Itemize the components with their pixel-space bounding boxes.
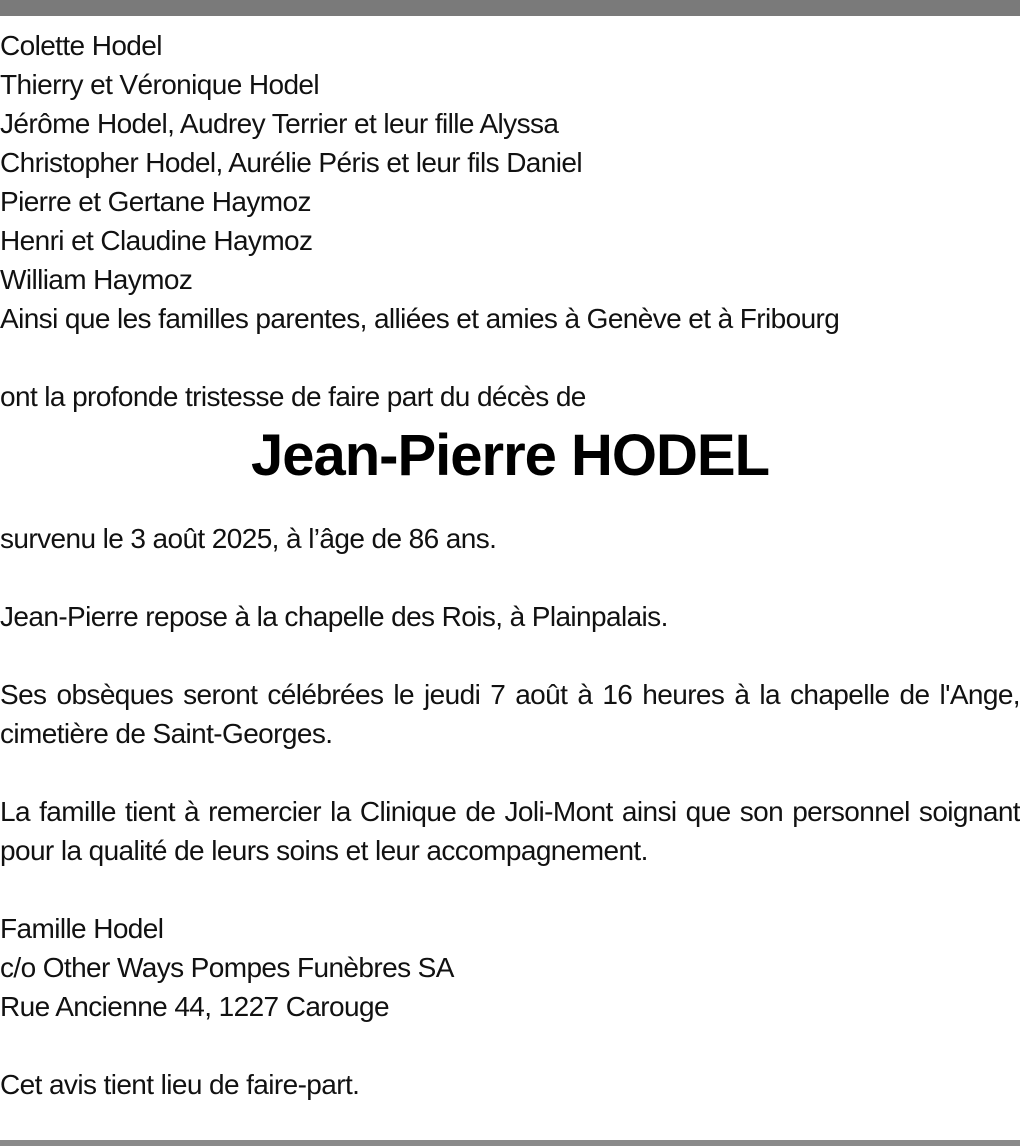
family-member: Christopher Hodel, Aurélie Péris et leur fils Daniel xyxy=(0,147,582,178)
death-info: survenu le 3 août 2025, à l’âge de 86 ans. xyxy=(0,523,497,554)
contact-address: Rue Ancienne 44, 1227 Carouge xyxy=(0,991,389,1022)
family-member: Henri et Claudine Haymoz xyxy=(0,225,313,256)
family-extended: Ainsi que les familles parentes, alliées et amies à Genève et à Fribourg xyxy=(0,303,840,334)
announcement-text: ont la profonde tristesse de faire part du décès de xyxy=(0,381,586,412)
deceased-name: Jean-Pierre HODEL xyxy=(250,423,770,488)
family-member: Pierre et Gertane Haymoz xyxy=(0,186,311,217)
family-member: Jérôme Hodel, Audrey Terrier et leur fille Alyssa xyxy=(0,108,559,139)
rest-place: Jean-Pierre repose à la chapelle des Rois, à Plainpalais. xyxy=(0,601,668,632)
closing-text: Cet avis tient lieu de faire-part. xyxy=(0,1069,360,1100)
funeral-info: Ses obsèques seront célébrées le jeudi 7 août à 16 heures à la chapelle de l'Ange, cimetière de Saint-Georges. xyxy=(0,679,1020,749)
family-member: Thierry et Véronique Hodel xyxy=(0,69,320,100)
thanks-text: La famille tient à remercier la Clinique de Joli-Mont ainsi que son personnel soignant pour la qualité de leurs soins et leur accompagnement. xyxy=(0,796,1020,866)
contact-company: c/o Other Ways Pompes Funèbres SA xyxy=(0,952,454,983)
family-list xyxy=(0,26,1020,338)
contact-block xyxy=(0,909,1020,1026)
family-member: Colette Hodel xyxy=(0,30,162,61)
obituary-notice xyxy=(0,26,1020,1104)
contact-name: Famille Hodel xyxy=(0,913,164,944)
bottom-rule xyxy=(0,1140,1020,1146)
family-member: William Haymoz xyxy=(0,264,193,295)
top-rule xyxy=(0,0,1020,16)
